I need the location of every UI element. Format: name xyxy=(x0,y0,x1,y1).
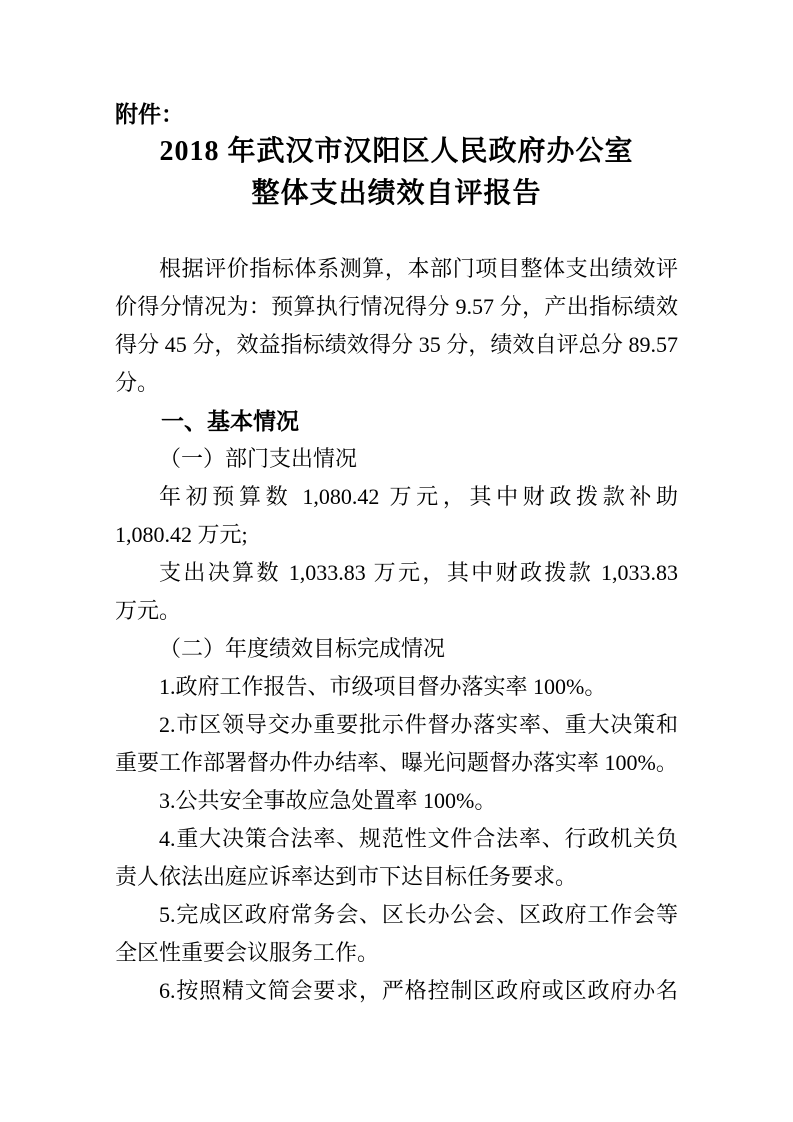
paragraph-budget-line-2: 1,080.42 万元; xyxy=(115,522,248,547)
document-title-line-1: 2018 年武汉市汉阳区人民政府办公室 xyxy=(159,136,634,167)
paragraph-summary-line-2: 价得分情况为：预算执行情况得分 9.57 分，产出指标绩效 xyxy=(115,294,678,319)
list-item-2-line-1: 2.市区领导交办重要批示件督办落实率、重大决策和 xyxy=(159,712,678,737)
paragraph-summary-line-4: 分。 xyxy=(115,370,160,395)
list-item-6-line-1: 6.按照精文简会要求，严格控制区政府或区政府办名 xyxy=(159,978,678,1003)
document-body xyxy=(115,250,678,1010)
list-item-1: 1.政府工作报告、市级项目督办落实率 100%。 xyxy=(159,674,607,699)
subsection-heading-annual-targets: （二）年度绩效目标完成情况 xyxy=(159,636,446,661)
attachment-label: 附件： xyxy=(115,101,184,127)
document-title-line-2: 整体支出绩效自评报告 xyxy=(251,178,542,209)
list-item-5-line-2: 全区性重要会议服务工作。 xyxy=(115,940,380,965)
paragraph-final-accounts-line-2: 万元。 xyxy=(115,598,182,623)
list-item-3: 3.公共安全事故应急处置率 100%。 xyxy=(159,788,497,813)
paragraph-final-accounts-line-1: 支出决算数 1,033.83 万元，其中财政拨款 1,033.83 xyxy=(159,560,678,585)
document-title xyxy=(0,131,793,215)
subsection-heading-expenditure: （一）部门支出情况 xyxy=(159,446,358,471)
list-item-2-line-2: 重要工作部署督办件办结率、曝光问题督办落实率 100%。 xyxy=(115,750,678,775)
paragraph-summary-line-3: 得分 45 分，效益指标绩效得分 35 分，绩效自评总分 89.57 xyxy=(115,332,678,357)
section-heading-basic-info: 一、基本情况 xyxy=(161,408,299,434)
list-item-4-line-1: 4.重大决策合法率、规范性文件合法率、行政机关负 xyxy=(159,826,678,851)
paragraph-budget-line-1: 年初预算数 1,080.42 万元，其中财政拨款补助 xyxy=(159,484,678,509)
paragraph-summary-line-1: 根据评价指标体系测算，本部门项目整体支出绩效评 xyxy=(159,256,678,281)
list-item-4-line-2: 责人依法出庭应诉率达到市下达目标任务要求。 xyxy=(115,864,578,889)
list-item-5-line-1: 5.完成区政府常务会、区长办公会、区政府工作会等 xyxy=(159,902,678,927)
